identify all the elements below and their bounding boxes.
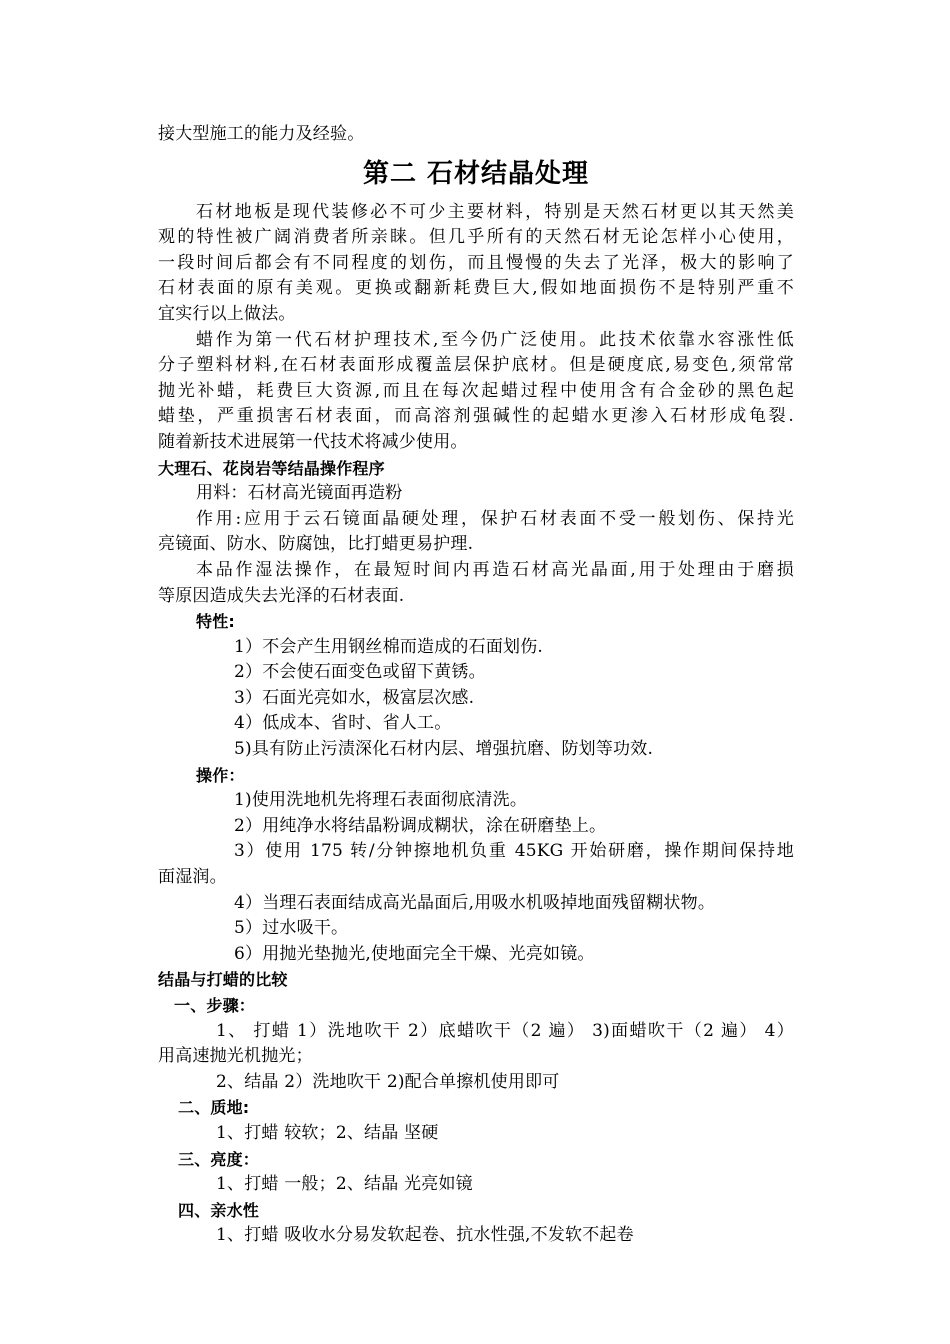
operation-item: 2）用纯净水将结晶粉调成糊状，涂在研磨垫上。 (234, 815, 607, 836)
paragraph-line: 蜡作为第一代石材护理技术,至今仍广泛使用。此技术依靠水容涨性低 (196, 329, 794, 350)
feature-item: 5)具有防止污渍深化石材内层、增强抗磨、防划等功效. (234, 739, 654, 760)
paragraph-product (158, 558, 794, 609)
paragraph-line: 等原因造成失去光泽的石材表面. (158, 585, 405, 606)
step-item: 1、 打蜡 1）洗地吹干 2）底蜡吹干（2 遍） 3)面蜡吹干（2 遍） 4） (216, 1020, 794, 1041)
texture-heading: 二、质地: (178, 1098, 250, 1118)
brightness-line: 1、打蜡 一般；2、结晶 光亮如镜 (216, 1174, 473, 1195)
paragraph-line: 作用:应用于云石镜面晶硬处理，保护石材表面不受一般划伤、保持光 (196, 508, 794, 529)
features-list (158, 635, 794, 763)
operation-list (158, 788, 794, 967)
operation-item: 4）当理石表面结成高光晶面后,用吸水机吸掉地面残留糊状物。 (234, 892, 716, 913)
step-item-continuation: 用高速抛光机抛光； (158, 1046, 313, 1067)
paragraph-effect (158, 507, 794, 558)
water-affinity-heading: 四、亲水性 (178, 1200, 260, 1220)
feature-item: 4）低成本、省时、省人工。 (234, 713, 452, 734)
steps-list (158, 1019, 794, 1096)
crystallization-procedure-heading: 大理石、花岗岩等结晶操作程序 (158, 458, 385, 478)
document-page (158, 122, 794, 1249)
operation-item: 5）过水吸干。 (234, 918, 349, 939)
paragraph-line: 抛光补蜡，耗费巨大资源,而且在每次起蜡过程中使用含有合金砂的黑色起 (158, 380, 794, 401)
paragraph-line: 亮镜面、防水、防腐蚀，比打蜡更易护理. (158, 534, 474, 555)
water-affinity-line: 1、打蜡 吸收水分易发软起卷、抗水性强,不发软不起卷 (216, 1225, 634, 1246)
paragraph-line: 蜡垫，严重损害石材表面，而高溶剂强碱性的起蜡水更渗入石材形成龟裂. (158, 406, 794, 427)
comparison-heading: 结晶与打蜡的比较 (158, 970, 288, 990)
paragraph-line: 石材表面的原有美观。更换或翻新耗费巨大,假如地面损伤不是特别严重不 (158, 278, 794, 299)
operation-item: 1)使用洗地机先将理石表面彻底清洗。 (234, 790, 528, 811)
feature-item: 3）石面光亮如水，极富层次感. (234, 687, 475, 708)
paragraph-line: 石材地板是现代装修必不可少主要材料，特别是天然石材更以其天然美 (196, 201, 794, 222)
feature-item: 2）不会使石面变色或留下黄锈。 (234, 662, 486, 683)
operation-heading: 操作： (196, 765, 245, 785)
feature-item: 1）不会产生用钢丝棉而造成的石面划伤. (234, 636, 544, 657)
intro-tail-text: 接大型施工的能力及经验。 (158, 124, 365, 144)
section-title: 第二 石材结晶处理 (362, 158, 590, 189)
paragraph-line: 本品作湿法操作，在最短时间内再造石材高光晶面,用于处理由于磨损 (196, 559, 794, 580)
paragraph-line: 分子塑料材料,在石材表面形成覆盖层保护底材。但是硬度底,易变色,须常常 (158, 355, 794, 376)
paragraph-line: 随着新技术进展第一代技术将减少使用。 (158, 431, 468, 452)
material-line: 用料：石材高光镜面再造粉 (196, 483, 403, 504)
operation-item: 3）使用 175 转/分钟擦地机负重 45KG 开始研磨，操作期间保持地 (234, 841, 794, 862)
operation-item: 6）用抛光垫抛光,使地面完全干燥、光亮如镜。 (234, 943, 595, 964)
brightness-heading: 三、亮度： (178, 1149, 260, 1169)
step-item: 2、结晶 2）洗地吹干 2)配合单擦机使用即可 (216, 1071, 560, 1092)
texture-line: 1、打蜡 较软；2、结晶 坚硬 (216, 1122, 439, 1143)
paragraph-wax (158, 328, 794, 456)
operation-item-continuation: 面湿润。 (158, 867, 227, 888)
paragraph-stone-floor (158, 200, 794, 328)
paragraph-line: 一段时间后都会有不同程度的划伤，而且慢慢的失去了光泽，极大的影响了 (158, 252, 794, 273)
features-heading: 特性: (196, 612, 235, 632)
paragraph-line: 观的特性被广阔消费者所亲睐。但几乎所有的天然石材无论怎样小心使用， (158, 227, 794, 248)
steps-heading: 一、步骤： (174, 996, 256, 1015)
paragraph-line: 宜实行以上做法。 (158, 303, 296, 324)
